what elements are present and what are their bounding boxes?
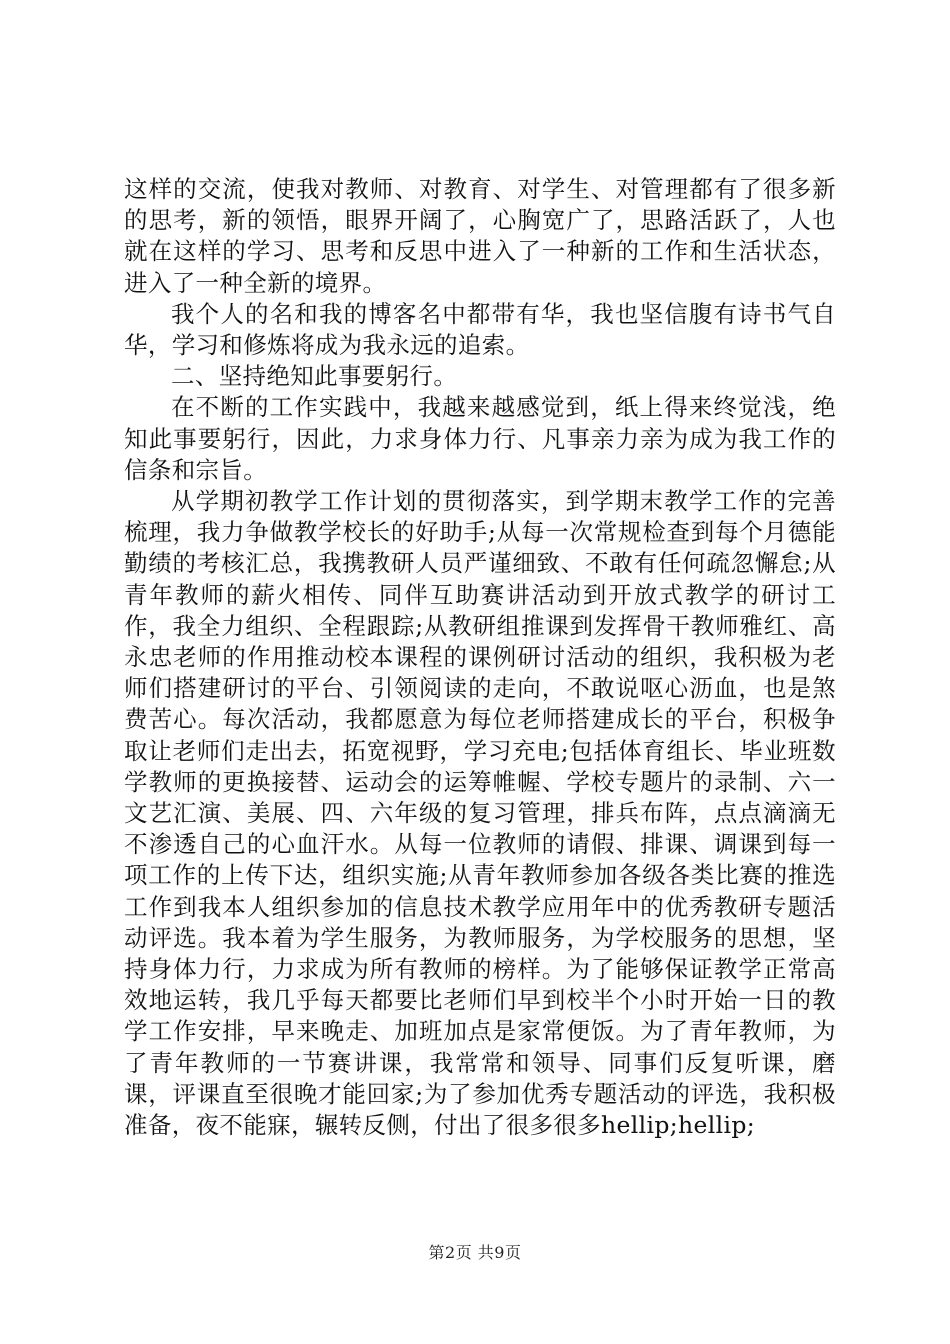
paragraph-3: 在不断的工作实践中，我越来越感觉到，纸上得来终觉浅，绝知此事要躬行，因此，力求身体力行、凡事亲力亲为成为我工作的信条和宗旨。 bbox=[124, 393, 836, 484]
paragraph-1: 这样的交流，使我对教师、对教育、对学生、对管理都有了很多新的思考，新的领悟，眼界开阔了，心胸宽广了，思路活跃了，人也就在这样的学习、思考和反思中进入了一种新的工作和生活状态，进入了一种全新的境界。 bbox=[124, 175, 836, 297]
paragraph-4: 从学期初教学工作计划的贯彻落实，到学期末教学工作的完善梳理，我力争做教学校长的好助手;从每一次常规检查到每个月德能勤绩的考核汇总，我携教研人员严谨细致、不敢有任何疏忽懈怠;从青年教师的薪火相传、同伴互助赛讲活动到开放式教学的研讨工作，我全力组织、全程跟踪;从教研组推课到发挥骨干教师雅红、高永忠老师的作用推动校本课程的课例研讨活动的组织，我积极为老师们搭建研讨的平台、引领阅读的走向，不敢说呕心沥血，也是煞费苦心。每次活动，我都愿意为每位老师搭建成长的平台，积极争取让老师们走出去，拓宽视野，学习充电;包括体育组长、毕业班数学教师的更换接替、运动会的运筹帷幄、学校专题片的录制、六一文艺汇演、美展、四、六年级的复习管理，排兵布阵，点点滴滴无不渗透自己的心血汗水。从每一位教师的请假、排课、调课到每一项工作的上传下达，组织实施;从青年教师参加各级各类比赛的推选工作到我本人组织参加的信息技术教学应用年中的优秀教研专题活动评选。我本着为学生服务，为教师服务，为学校服务的思想，坚持身体力行，力求成为所有教师的榜样。为了能够保证教学正常高效地运转，我几乎每天都要比老师们早到校半个小时开始一日的教学工作安排，早来晚走、加班加点是家常便饭。为了青年教师，为了青年教师的一节赛讲课，我常常和领导、同事们反复听课，磨课，评课直至很晚才能回家;为了参加优秀专题活动的评选，我积极准备，夜不能寐，辗转反侧，付出了很多很多hellip;hellip; bbox=[124, 487, 836, 1140]
paragraph-2: 我个人的名和我的博客名中都带有华，我也坚信腹有诗书气自华，学习和修炼将成为我永远的追索。 bbox=[124, 299, 836, 360]
section-heading: 二、坚持绝知此事要躬行。 bbox=[171, 362, 458, 391]
page-footer: 第2页 共9页 bbox=[428, 1243, 522, 1262]
document-body bbox=[124, 174, 836, 1141]
